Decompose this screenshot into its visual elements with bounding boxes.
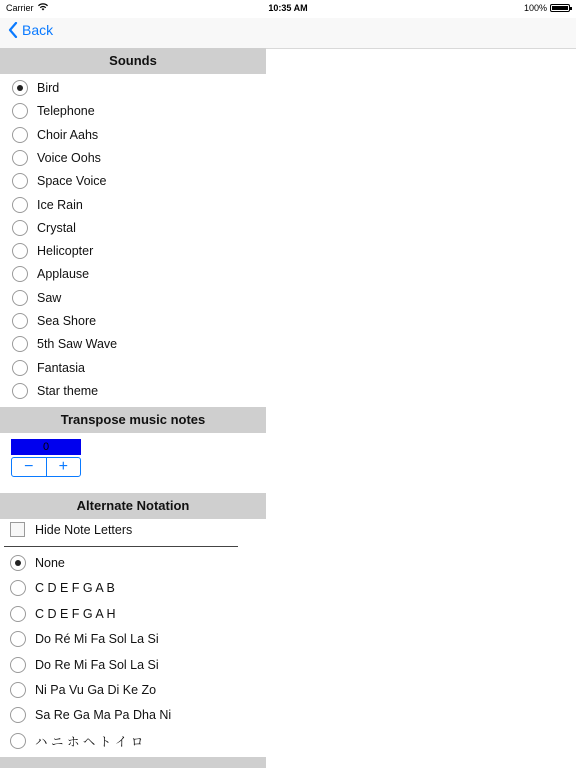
sound-option[interactable] — [12, 310, 96, 332]
radio-button[interactable] — [12, 173, 28, 189]
radio-label: Saw — [37, 290, 62, 305]
sound-option[interactable] — [12, 100, 95, 122]
radio-label: 5th Saw Wave — [37, 337, 118, 352]
notation-option[interactable] — [10, 679, 156, 701]
radio-button[interactable] — [12, 220, 28, 236]
radio-button[interactable] — [10, 606, 26, 622]
radio-button[interactable] — [10, 733, 26, 749]
status-time: 10:35 AM — [268, 3, 308, 13]
radio-label: Sea Shore — [37, 314, 97, 328]
radio-label: Applause — [37, 267, 90, 282]
sound-option[interactable] — [12, 170, 107, 192]
divider — [4, 546, 238, 547]
radio-label: Do Ré Mi Fa Sol La Si — [35, 632, 159, 647]
radio-button[interactable] — [10, 707, 26, 723]
chevron-left-icon — [8, 22, 18, 38]
radio-label: Ni Pa Vu Ga Di Ke Zo — [35, 683, 157, 697]
sound-option[interactable] — [12, 124, 98, 146]
notation-option[interactable] — [10, 654, 159, 676]
battery-percent: 100% — [523, 3, 547, 13]
radio-button[interactable] — [12, 243, 28, 259]
radio-button[interactable] — [12, 103, 28, 119]
radio-label: None — [35, 556, 65, 570]
transpose-stepper — [11, 457, 81, 477]
sound-option[interactable] — [12, 194, 83, 216]
sound-option[interactable] — [12, 357, 85, 379]
radio-button[interactable] — [10, 555, 26, 571]
carrier-label: Carrier — [6, 3, 34, 13]
back-label: Back — [22, 22, 54, 38]
notation-option[interactable] — [10, 730, 143, 752]
radio-button[interactable] — [12, 80, 28, 96]
radio-button[interactable] — [12, 150, 28, 166]
radio-button[interactable] — [12, 197, 28, 213]
radio-button[interactable] — [10, 682, 26, 698]
notation-option[interactable] — [10, 577, 115, 599]
sound-option[interactable] — [12, 263, 89, 285]
radio-button[interactable] — [10, 580, 26, 596]
radio-label: Crystal — [37, 220, 76, 235]
radio-label: Star theme — [37, 383, 99, 398]
radio-button[interactable] — [12, 313, 28, 329]
radio-button[interactable] — [10, 631, 26, 647]
notation-option[interactable] — [10, 552, 65, 574]
radio-button[interactable] — [12, 127, 28, 143]
radio-button[interactable] — [12, 360, 28, 376]
transpose-increment-button[interactable]: + — [46, 458, 81, 476]
sound-option[interactable] — [12, 77, 59, 99]
transpose-header: Transpose music notes — [0, 407, 266, 433]
back-button[interactable] — [8, 22, 53, 38]
notation-option[interactable] — [10, 628, 159, 650]
radio-button[interactable] — [12, 336, 28, 352]
notation-option[interactable] — [10, 704, 171, 726]
transpose-decrement-button[interactable]: − — [24, 458, 34, 475]
navigation-bar — [0, 18, 576, 49]
radio-button[interactable] — [12, 290, 28, 306]
radio-button[interactable] — [12, 383, 28, 399]
radio-button[interactable] — [12, 266, 28, 282]
radio-label: C D E F G A B — [35, 581, 115, 596]
radio-label: Bird — [37, 81, 60, 95]
battery-icon — [550, 4, 570, 12]
hide-note-letters-checkbox[interactable] — [10, 522, 132, 537]
radio-label: C D E F G A H — [35, 606, 116, 621]
notation-header: Alternate Notation — [0, 493, 266, 519]
sound-option[interactable] — [12, 380, 98, 402]
checkbox-box[interactable] — [10, 522, 25, 537]
radio-label: Do Re Mi Fa Sol La Si — [35, 657, 159, 672]
radio-label: Helicopter — [37, 244, 94, 259]
radio-label: Telephone — [37, 104, 95, 119]
sound-option[interactable] — [12, 217, 76, 239]
status-right — [524, 3, 570, 13]
radio-label: Sa Re Ga Ma Pa Dha Ni — [35, 708, 172, 723]
radio-label: Fantasia — [37, 360, 85, 375]
radio-label: ハ ニ ホ ヘ ト イ ロ — [35, 734, 144, 749]
radio-button[interactable] — [10, 657, 26, 673]
radio-label: Choir Aahs — [37, 127, 99, 142]
sounds-header: Sounds — [0, 48, 266, 74]
status-bar — [0, 0, 576, 18]
sound-option[interactable] — [12, 147, 101, 169]
next-section-header — [0, 757, 266, 768]
transpose-value: 0 — [11, 439, 81, 455]
notation-option[interactable] — [10, 603, 116, 625]
radio-label: Ice Rain — [37, 197, 83, 212]
radio-label: Space Voice — [37, 174, 107, 189]
sound-option[interactable] — [12, 333, 117, 355]
radio-label: Voice Oohs — [37, 150, 101, 165]
sound-option[interactable] — [12, 240, 93, 262]
hide-note-letters-label: Hide Note Letters — [35, 522, 133, 537]
sound-option[interactable] — [12, 287, 61, 309]
